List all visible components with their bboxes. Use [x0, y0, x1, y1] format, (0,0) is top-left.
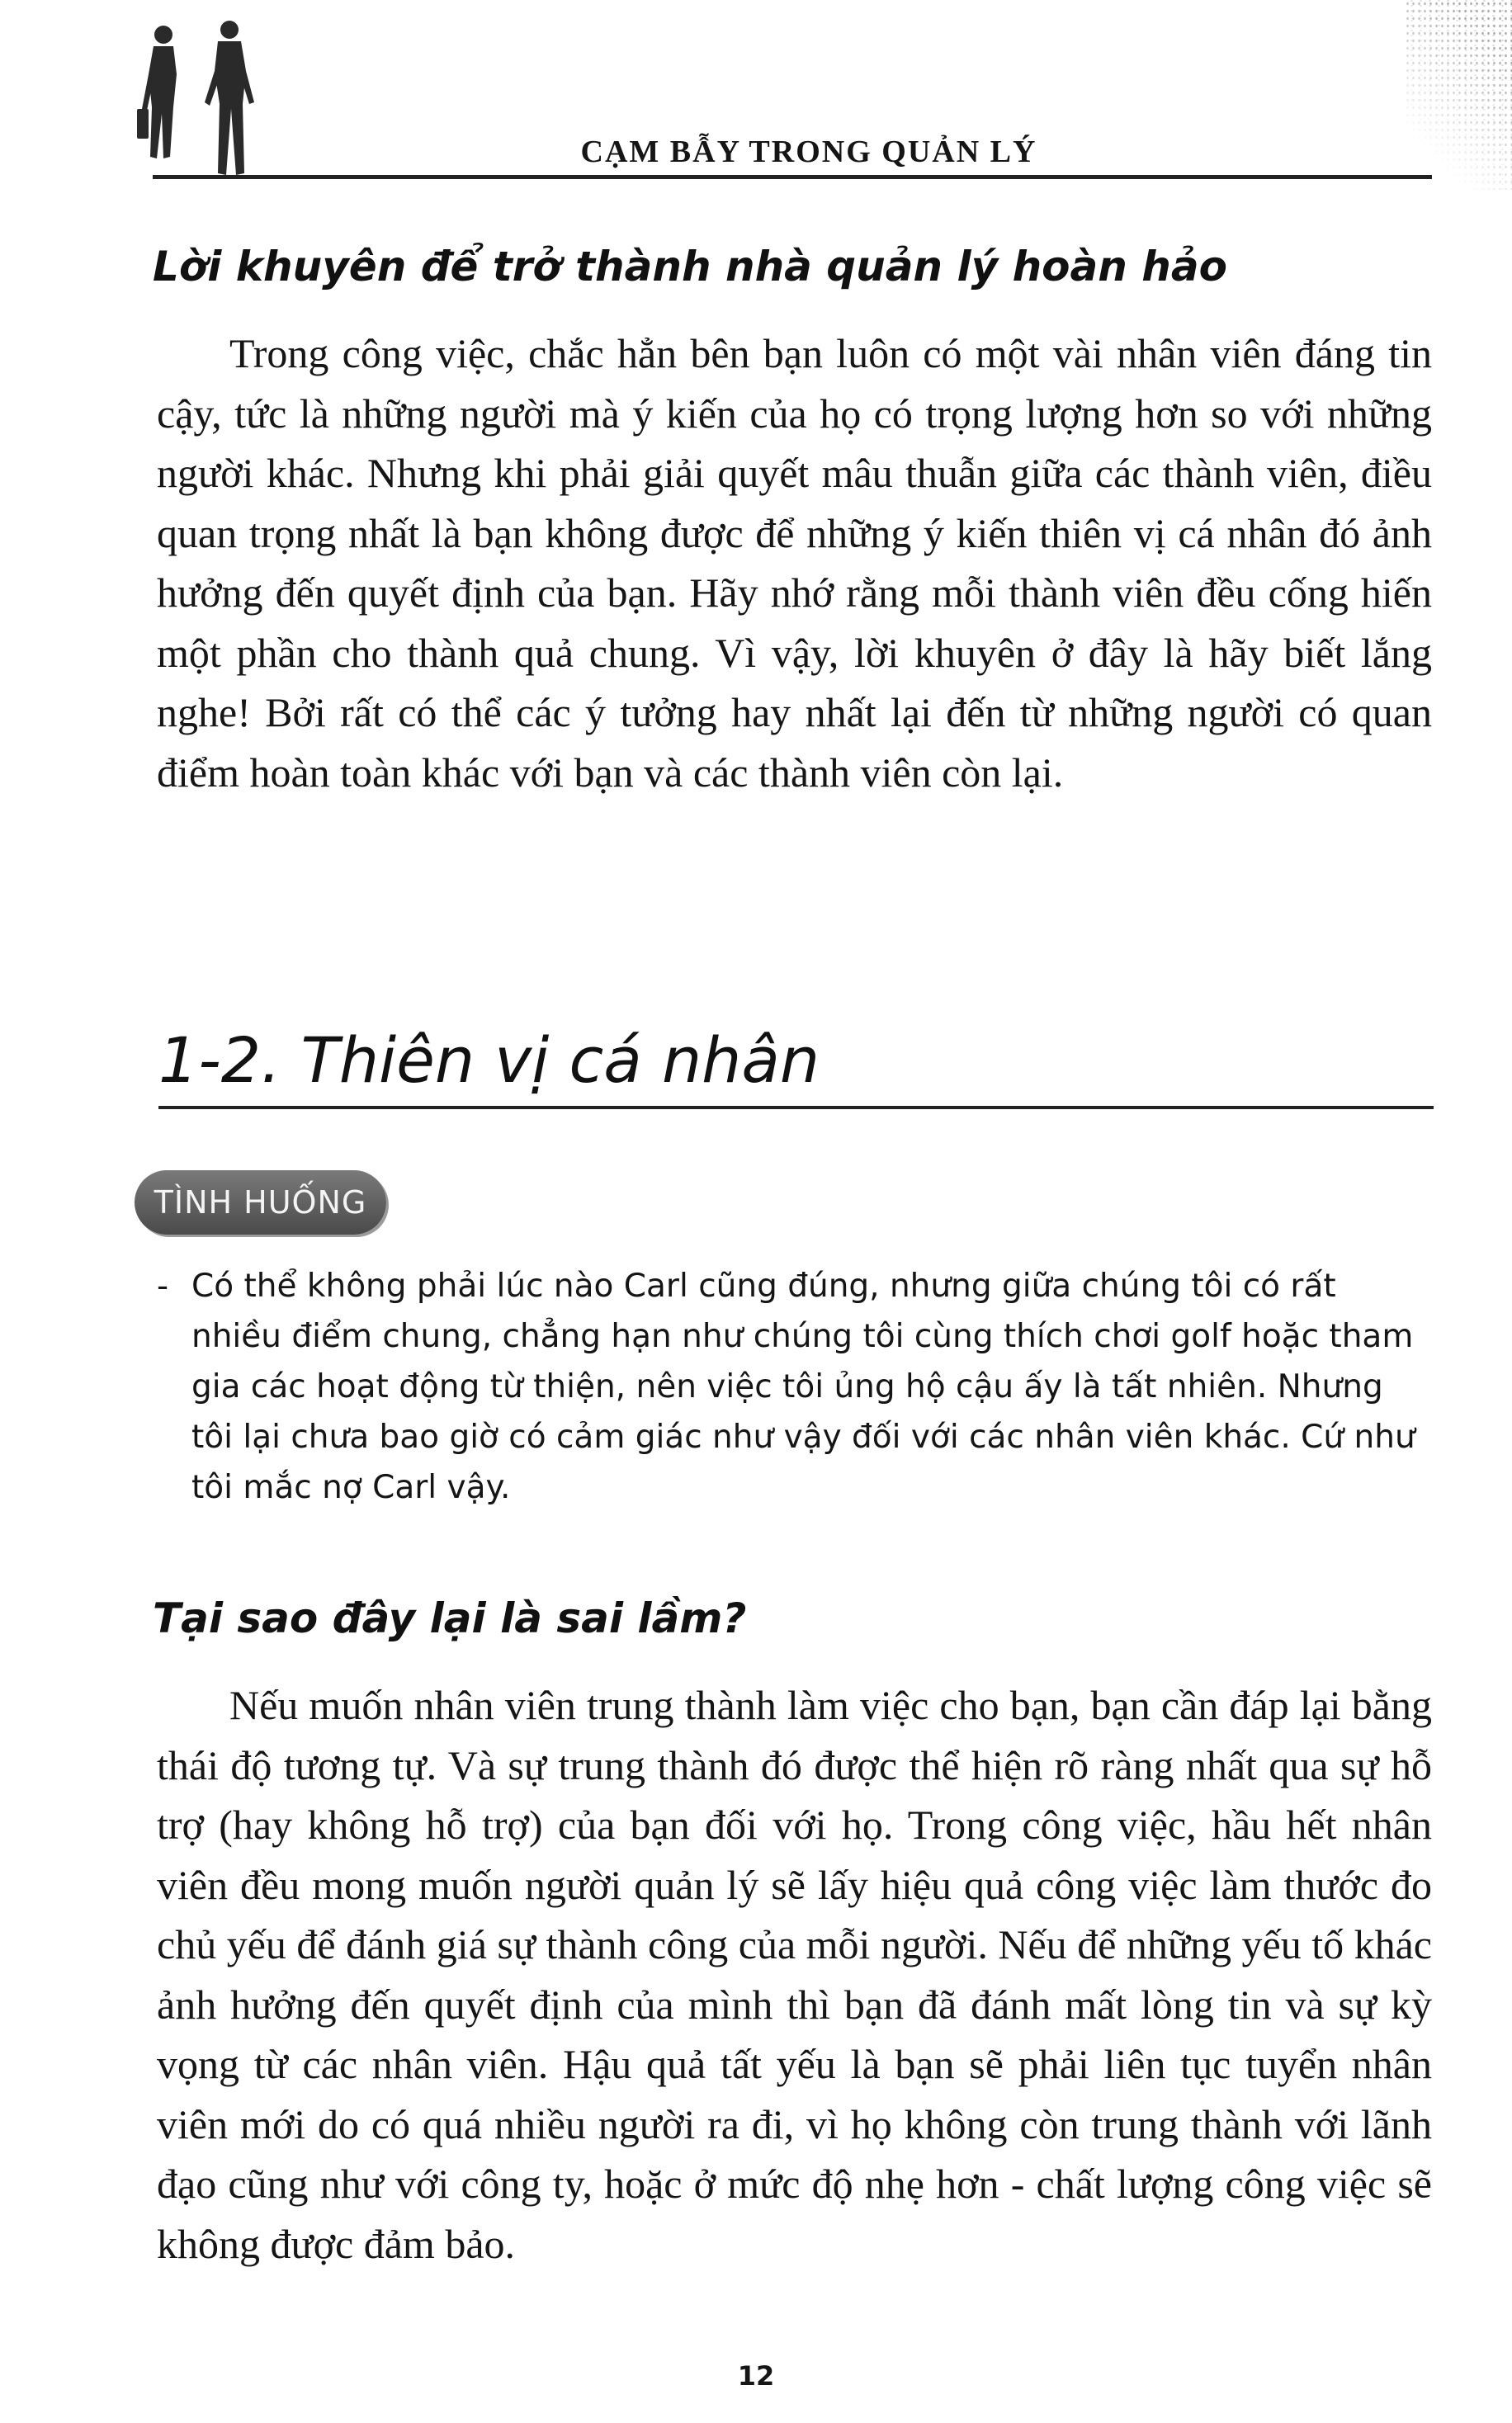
page-number: 12 [737, 2360, 775, 2392]
quote-text: Có thể không phải lúc nào Carl cũng đúng, nhưng giữa chúng tôi có rất nhiều điểm chung, chẳng hạn như chúng tôi cùng thích chơi golf hoặc tham gia các hoạt động từ thiện, nên việc tôi ủng hộ cậu ấy là tất nhiên. Nhưng tôi lại chưa bao giờ có cảm giác như vậy đối với các nhân viên khác. Cứ như tôi mắc nợ Carl vậy. [191, 1268, 1415, 1506]
header-divider [153, 175, 1432, 179]
why-wrong-paragraph [157, 1675, 1432, 2274]
advice-heading: Lời khuyên để trở thành nhà quản lý hoàn hảo [153, 243, 1227, 290]
advice-body: Trong công việc, chắc hẳn bên bạn luôn có một vài nhân viên đáng tin cậy, tức là những người mà ý kiến của họ có trọng lượng hơn so với những người khác. Nhưng khi phải giải quyết mâu thuẫn giữa các thành viên, điều quan trọng nhất là bạn không được để những ý kiến thiên vị cá nhân đó ảnh hưởng đến quyết định của bạn. Hãy nhớ rằng mỗi thành viên đều cống hiến một phần cho thành quả chung. Vì vậy, lời khuyên ở đây là hãy biết lắng nghe! Bởi rất có thể các ý tưởng hay nhất lại đến từ những người có quan điểm hoàn toàn khác với bạn và các thành viên còn lại. [157, 330, 1432, 796]
situation-quote [157, 1261, 1432, 1513]
why-wrong-heading: Tại sao đây lại là sai lầm? [153, 1594, 747, 1642]
businessmen-logo-icon [124, 17, 281, 190]
why-wrong-body: Nếu muốn nhân viên trung thành làm việc cho bạn, bạn cần đáp lại bằng thái độ tương tự. Và sự trung thành đó được thể hiện rõ ràng nhất qua sự hỗ trợ (hay không hỗ trợ) của bạn đối với họ. Trong công việc, hầu hết nhân viên đều mong muốn người quản lý sẽ lấy hiệu quả công việc làm thước đo chủ yếu để đánh giá sự thành công của mỗi người. Nếu để những yếu tố khác ảnh hưởng đến quyết định của mình thì bạn đã đánh mất lòng tin và sự kỳ vọng từ các nhân viên. Hậu quả tất yếu là bạn sẽ phải liên tục tuyển nhân viên mới do có quá nhiều người ra đi, vì họ không còn trung thành với lãnh đạo cũng như với công ty, hoặc ở mức độ nhẹ hơn - chất lượng công việc sẽ không được đảm bảo. [157, 1682, 1432, 2267]
section-heading: 1-2. Thiên vị cá nhân [158, 1023, 820, 1097]
quote-dash: - [157, 1268, 169, 1305]
scan-noise [1405, 0, 1512, 190]
situation-badge: TÌNH HUỐNG [135, 1170, 386, 1235]
running-header: CẠM BẪY TRONG QUẢN LÝ [580, 135, 1037, 169]
advice-paragraph [157, 324, 1432, 802]
section-divider [158, 1106, 1434, 1109]
